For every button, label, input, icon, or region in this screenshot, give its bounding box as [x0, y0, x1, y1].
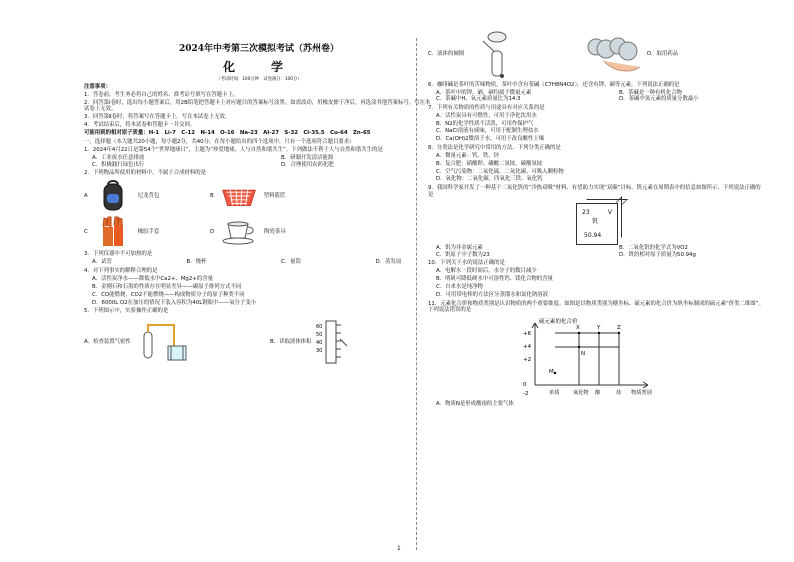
q5-row	[84, 316, 434, 370]
notice-item-3: 3．回答第Ⅱ卷时，将答案写在答题卡上。写在本试卷上无效。	[84, 114, 231, 121]
svg-text:30: 30	[316, 347, 323, 354]
svg-text:60: 60	[316, 323, 323, 330]
point-x: X	[576, 325, 580, 332]
q4-option-a: A．活性炭净水——降低水中Ca2+、Mg2+的含量	[92, 275, 213, 282]
question-11: 11．元素化合价和物质类别是认识物质的两个重要维度。如图是以物质类别为横坐标、硫元素的化合价为纵坐标制成的硫元素“价类二维图”。下列说法错误的是	[428, 300, 764, 314]
section-heading: 一、选择题（本大题共20小题，每小题2分，共40分。在每小题给出的四个选项中，只有一个选项符合题目要求）	[84, 138, 355, 145]
notice-item-4: 4．考试结束后，将本试卷和答题卡一并交回。	[84, 122, 196, 129]
point-n: N	[581, 351, 586, 358]
notice-item-1: 1．答卷前，考生务必将自己的姓名、准考证号填写在答题卡上。	[84, 91, 239, 98]
q5-option-d	[584, 31, 744, 77]
atomic-masses: 可能用到的相对原子质量：H-1 Li-7 C-12 N-14 O-16 Na-23 Al-27 S-32 Cl-35.5 Cu-64 Zn-65	[84, 130, 371, 137]
q2-option-a-label: 尼龙背包	[137, 192, 160, 199]
atomic-mass: 50.94	[584, 232, 602, 240]
q1-options-row-1	[84, 155, 434, 162]
q2-option-b-label: 塑料篮筐	[263, 192, 286, 199]
q3-options	[84, 259, 434, 266]
vanadium-element-card	[576, 203, 618, 245]
question-5: 5．下列图示中，实验操作正确的是	[84, 307, 169, 314]
question-4: 4．对下列事实的解释合理的是	[84, 267, 158, 274]
q2-option-d: D 陶瓷茶具	[210, 215, 330, 249]
q3-option-a: A．试管	[92, 259, 112, 266]
q4-option-b: B．金刚石和石墨的性质存在明显差异——碳原子排列方式不同	[92, 283, 242, 290]
x-cat-acid: 酸	[595, 390, 601, 397]
q2-option-c: C 橡胶手套	[84, 215, 204, 249]
q6-option-d: D．茶碱中氢元素的质量分数最小	[619, 96, 699, 103]
q2-row-1	[84, 178, 434, 214]
q8-option-b: B．复合肥：硝酸钾、磷酸二氢铵、碳酸氢铵	[436, 160, 543, 167]
q1-option-c: C．积极践行绿色出行	[92, 161, 145, 168]
q3-option-b: B．烧杯	[186, 259, 207, 266]
exam-meta: （考试时间：100分钟 试卷满分：100分）	[216, 77, 302, 83]
question-1: 1．2024年4月22日是第54个“世界地球日”，主题为“珍爱地球，人与自然和谐共生”。下列做法不利于人与自然和谐共生的是	[84, 146, 383, 153]
q1-option-d: D．合理使用农药化肥	[281, 161, 334, 168]
q5-continued-row	[428, 28, 766, 80]
page-title: 2024年中考第三次模拟考试（苏州卷）	[178, 44, 340, 54]
x-cat-oxide: 氧化物	[573, 390, 589, 397]
q10-option-d: D．可用带电棒的方法区分蒸馏水和氯化钠溶液	[436, 292, 548, 299]
x-cat-salt: 盐	[616, 390, 622, 397]
basket-icon	[219, 179, 259, 213]
pouring-liquid-icon	[469, 29, 521, 79]
element-name: 钒	[592, 218, 599, 226]
q1-option-b: B．研制开发清洁能源	[281, 154, 334, 161]
q1-options-row-2	[84, 162, 434, 169]
chemicals-icon	[584, 31, 642, 77]
y-label-plus2: +2	[523, 357, 532, 364]
q9-options-row-2	[428, 252, 766, 259]
backpack-icon	[93, 179, 133, 213]
q5-option-a-label: A．检查装置气密性	[84, 339, 131, 346]
right-column	[428, 28, 766, 409]
q5-option-c-label: C．液体的倾倒	[428, 50, 465, 57]
x-axis-label: 物质类别	[631, 390, 652, 397]
question-8: 8．分类法是化学研究中常用的方法。下列分类正确的是	[428, 144, 561, 151]
point-y: Y	[597, 325, 601, 332]
svg-text:50: 50	[316, 331, 323, 338]
y-label-minus2: -2	[523, 391, 529, 398]
q11-option-a: A．物质N是形成酸雨的主要气体	[436, 401, 514, 408]
q7-option-b: B．N2的化学性质不活泼，可用作保护气	[436, 120, 534, 127]
point-z: Z	[617, 325, 621, 332]
question-3: 3．下列仪器中不可加热的是	[84, 251, 153, 258]
q2-option-b: B 塑料篮筐	[210, 179, 330, 213]
question-7: 7．下列有关物质的性质与用途具有对应关系的是	[428, 104, 545, 111]
q4-option-d: D．6000L O2在加压的情况下装入容积为40L钢瓶中——氧分子变小	[92, 299, 257, 306]
question-2: 2．下列物品所使用的材料中，不属于合成材料的是	[84, 169, 207, 176]
svg-text:40: 40	[316, 339, 323, 346]
q10-option-c: C．自来水是纯净物	[436, 284, 483, 291]
point-m: M	[549, 369, 554, 376]
question-6: 6．咖啡碱是茶叶的苦味物质，茶叶中含有茶碱（C7H8N4O2），还含有钾、硒等元素。下列说法正确的是	[428, 81, 680, 88]
x-cat-elemental: 单质	[549, 390, 560, 397]
q5-option-c	[428, 29, 578, 79]
q2-row-2	[84, 214, 434, 250]
gas-tightness-icon	[136, 322, 192, 364]
q7-option-d: D．Ca(OH)2微溶于水，可用于改良酸性土壤	[436, 136, 545, 143]
q8-option-d: D．氧化物：二氧化碳、四氧化三铁、氧化钙	[436, 176, 543, 183]
q10-option-b: B．明矾可降低硬水中可溶性钙、镁化合物的含量	[436, 276, 553, 283]
q2-option-c-label: 橡胶手套	[137, 228, 160, 235]
notice-heading: 注意事项：	[84, 83, 111, 90]
question-10: 10．下列关于水的说法正确的是	[428, 260, 505, 267]
q6-option-b: B．茶碱是一种有机化合物	[619, 89, 682, 96]
q5-option-d-label: D．取用药品	[647, 50, 679, 57]
teacup-icon	[219, 215, 259, 249]
y-label-zero: 0	[523, 382, 527, 389]
q6-option-c: C．茶碱中H、氧元素质量比为14:3	[436, 96, 521, 103]
left-column	[84, 28, 434, 370]
glove-icon	[93, 215, 133, 249]
q6-option-a: A．茶叶中的钾、硒，硒均属于微量元素	[436, 89, 532, 96]
q5-option-b-label: B．读取液体体积	[270, 339, 312, 346]
q9-option-a: A．钒为非金属元素	[436, 245, 483, 252]
q8-option-a: A．微量元素：钙、铁、锌	[436, 152, 499, 159]
q8-option-c: C．空气污染物：二氧化硫、二氧化碳、可吸入颗粒物	[436, 168, 564, 175]
sulfur-valence-graph	[523, 315, 703, 397]
atomic-number: 23	[582, 209, 590, 217]
page-number: 1	[397, 545, 401, 552]
question-9: 9．我国科学家开发了一种基于二氧化钒的“冷热双吸”材料，有望助力实现“双碳”目标。钒元素在周期表中的信息如图所示，下列说法正确的是	[428, 184, 761, 198]
graduated-cylinder-icon	[316, 319, 348, 367]
q2-option-d-label: 陶瓷茶具	[264, 228, 286, 235]
q3-option-d: D．蒸发皿	[375, 259, 402, 266]
q7-option-a: A．活性炭具有可燃性，可用于净化饮用水	[436, 112, 537, 119]
q7-option-c: C．NaCl溶液有咸味，可用于配制生理盐水	[436, 128, 539, 135]
y-label-plus4: +4	[523, 344, 532, 351]
q5-option-b	[270, 319, 400, 367]
q4-option-c: C．CO能燃烧，CO2不能燃烧——构成物质分子的原子种类不同	[92, 291, 245, 298]
q9-option-c: C．钒原子中子数为23	[436, 252, 490, 259]
element-symbol: V	[607, 209, 612, 217]
subject-title: 化 学	[222, 60, 295, 75]
q1-option-a: A．工业废水任意排放	[92, 154, 145, 161]
q6-options-row-2	[428, 96, 766, 103]
q2-option-a: A 尼龙背包	[84, 179, 204, 213]
q10-option-a: A．电解水一段时间后，水分子的数目减少	[436, 268, 537, 275]
notice-item-2: 2．回答第Ⅰ卷时，选出每小题答案后，用2B铅笔把答题卡上对应题目的答案标号涂黑。如需改动，用橡皮擦干净后，再选涂其他答案标号。写在本试卷上无效。	[84, 99, 431, 113]
q5-option-a	[84, 322, 264, 364]
graph-title: 硫元素的化合价	[539, 319, 578, 326]
q9-option-b: B．二氧化钒的化学式为VO2	[619, 245, 688, 252]
q9-option-d: D．钒的相对原子质量为50.94g	[619, 252, 696, 259]
y-label-plus6: +6	[523, 331, 532, 338]
q3-option-c: C．量筒	[281, 259, 301, 266]
